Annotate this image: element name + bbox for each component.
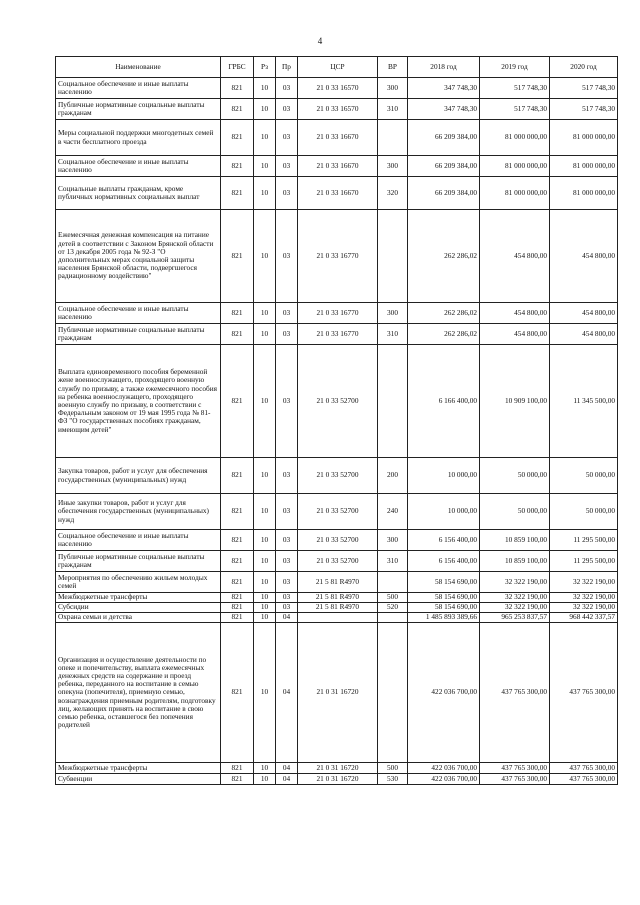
row-2019: 10 859 100,00 — [480, 551, 550, 572]
row-vr: 300 — [378, 530, 408, 551]
row-grbs: 821 — [221, 774, 254, 785]
table-row — [56, 613, 618, 623]
row-pr: 03 — [276, 494, 298, 530]
row-pr: 03 — [276, 120, 298, 156]
row-vr: 310 — [378, 324, 408, 345]
row-csr: 21 0 33 16770 — [298, 324, 378, 345]
row-rz: 10 — [254, 613, 276, 623]
table-row — [56, 303, 618, 324]
row-2020: 32 322 190,00 — [550, 593, 618, 603]
row-2018: 1 485 893 389,66 — [408, 613, 480, 623]
row-grbs: 821 — [221, 156, 254, 177]
row-2019: 81 000 000,00 — [480, 177, 550, 210]
row-rz: 10 — [254, 78, 276, 99]
row-name: Выплата единовременного пособия беременной жене военнослужащего, проходящего военную службу по призыву, а также ежемесячного пособия на ребенка военнослужащего, проходящего военную службу по призыву, в соответствии с Федеральным законом от 19 мая 1995 года № 81-ФЗ "О государственных пособиях гражданам, имеющим детей" — [56, 345, 221, 458]
table-row — [56, 623, 618, 763]
row-2019: 32 322 190,00 — [480, 603, 550, 613]
row-2020: 11 345 500,00 — [550, 345, 618, 458]
row-vr — [378, 120, 408, 156]
row-name: Социальные выплаты гражданам, кроме публичных нормативных социальных выплат — [56, 177, 221, 210]
row-2018: 262 286,02 — [408, 324, 480, 345]
row-csr: 21 0 33 16670 — [298, 156, 378, 177]
row-csr: 21 0 33 16770 — [298, 303, 378, 324]
header-grbs: ГРБС — [221, 57, 254, 78]
row-rz: 10 — [254, 120, 276, 156]
row-vr: 310 — [378, 551, 408, 572]
row-name: Закупка товаров, работ и услуг для обеспечения государственных (муниципальных) нужд — [56, 458, 221, 494]
header-name: Наименование — [56, 57, 221, 78]
row-rz: 10 — [254, 494, 276, 530]
table-body — [56, 78, 618, 785]
row-rz: 10 — [254, 572, 276, 593]
row-csr: 21 0 33 52700 — [298, 530, 378, 551]
table-row — [56, 78, 618, 99]
row-rz: 10 — [254, 603, 276, 613]
row-2020: 81 000 000,00 — [550, 120, 618, 156]
row-csr: 21 5 81 R4970 — [298, 603, 378, 613]
page-number: 4 — [317, 36, 323, 46]
row-2018: 347 748,30 — [408, 99, 480, 120]
row-rz: 10 — [254, 156, 276, 177]
row-pr: 03 — [276, 324, 298, 345]
table-row — [56, 99, 618, 120]
table-row — [56, 530, 618, 551]
row-vr — [378, 210, 408, 303]
row-grbs: 821 — [221, 530, 254, 551]
row-2018: 66 209 384,00 — [408, 177, 480, 210]
header-csr: ЦСР — [298, 57, 378, 78]
row-2018: 6 166 400,00 — [408, 345, 480, 458]
row-rz: 10 — [254, 623, 276, 763]
row-csr: 21 0 33 52700 — [298, 345, 378, 458]
table-row — [56, 774, 618, 785]
row-name: Межбюджетные трансферты — [56, 763, 221, 774]
table-row — [56, 324, 618, 345]
table-row — [56, 210, 618, 303]
row-vr: 530 — [378, 774, 408, 785]
row-vr: 310 — [378, 99, 408, 120]
row-grbs: 821 — [221, 593, 254, 603]
row-2019: 517 748,30 — [480, 78, 550, 99]
row-2019: 454 800,00 — [480, 324, 550, 345]
row-vr — [378, 572, 408, 593]
row-csr: 21 0 33 16770 — [298, 210, 378, 303]
table-row — [56, 120, 618, 156]
row-name: Социальное обеспечение и иные выплаты населению — [56, 156, 221, 177]
row-2018: 422 036 700,00 — [408, 774, 480, 785]
header-pr: Пр — [276, 57, 298, 78]
row-2019: 437 765 300,00 — [480, 623, 550, 763]
header-vr: ВР — [378, 57, 408, 78]
row-grbs: 821 — [221, 572, 254, 593]
table-row — [56, 572, 618, 593]
row-pr: 04 — [276, 763, 298, 774]
row-pr: 03 — [276, 603, 298, 613]
row-csr: 21 0 33 16570 — [298, 99, 378, 120]
row-name: Публичные нормативные социальные выплаты гражданам — [56, 324, 221, 345]
row-pr: 03 — [276, 99, 298, 120]
row-2019: 454 800,00 — [480, 303, 550, 324]
row-csr: 21 5 81 R4970 — [298, 572, 378, 593]
row-rz: 10 — [254, 99, 276, 120]
row-2020: 50 000,00 — [550, 458, 618, 494]
row-rz: 10 — [254, 345, 276, 458]
row-2019: 10 859 100,00 — [480, 530, 550, 551]
row-2020: 11 295 500,00 — [550, 530, 618, 551]
row-pr: 04 — [276, 613, 298, 623]
row-vr — [378, 345, 408, 458]
row-vr: 320 — [378, 177, 408, 210]
row-pr: 03 — [276, 530, 298, 551]
row-rz: 10 — [254, 551, 276, 572]
row-grbs: 821 — [221, 177, 254, 210]
row-name: Социальное обеспечение и иные выплаты населению — [56, 303, 221, 324]
table-row — [56, 458, 618, 494]
row-2018: 262 286,02 — [408, 303, 480, 324]
row-2019: 965 253 837,57 — [480, 613, 550, 623]
row-grbs: 821 — [221, 551, 254, 572]
row-csr: 21 0 33 52700 — [298, 494, 378, 530]
row-name: Публичные нормативные социальные выплаты гражданам — [56, 99, 221, 120]
table-header-row — [56, 57, 618, 78]
row-csr — [298, 613, 378, 623]
row-2019: 10 909 100,00 — [480, 345, 550, 458]
row-name: Организация и осуществление деятельности по опеке и попечительству, выплата ежемесячных денежных средств на содержание и проезд ребенка, переданного на воспитание в семью опекуна (попечителя), приемную семью, вознаграждения приемным родителям, подготовку лиц, желающих принять на воспитание в свою семью ребенка, оставшегося без попечения родителей — [56, 623, 221, 763]
row-vr: 520 — [378, 603, 408, 613]
row-2020: 454 800,00 — [550, 324, 618, 345]
row-2019: 50 000,00 — [480, 494, 550, 530]
row-name: Публичные нормативные социальные выплаты гражданам — [56, 551, 221, 572]
row-2019: 81 000 000,00 — [480, 120, 550, 156]
row-name: Меры социальной поддержки многодетных семей в части бесплатного проезда — [56, 120, 221, 156]
row-grbs: 821 — [221, 623, 254, 763]
row-2018: 66 209 384,00 — [408, 120, 480, 156]
row-2018: 262 286,02 — [408, 210, 480, 303]
row-rz: 10 — [254, 763, 276, 774]
row-grbs: 821 — [221, 345, 254, 458]
row-grbs: 821 — [221, 603, 254, 613]
row-name: Субсидии — [56, 603, 221, 613]
row-pr: 03 — [276, 156, 298, 177]
header-rz: Рз — [254, 57, 276, 78]
row-2020: 50 000,00 — [550, 494, 618, 530]
row-2018: 58 154 690,00 — [408, 603, 480, 613]
row-pr: 03 — [276, 177, 298, 210]
row-2020: 81 000 000,00 — [550, 156, 618, 177]
row-grbs: 821 — [221, 120, 254, 156]
row-name: Субвенции — [56, 774, 221, 785]
row-2018: 6 156 400,00 — [408, 551, 480, 572]
row-csr: 21 5 81 R4970 — [298, 593, 378, 603]
row-grbs: 821 — [221, 99, 254, 120]
row-pr: 03 — [276, 458, 298, 494]
row-2018: 58 154 690,00 — [408, 572, 480, 593]
row-vr: 240 — [378, 494, 408, 530]
row-grbs: 821 — [221, 494, 254, 530]
row-rz: 10 — [254, 177, 276, 210]
row-rz: 10 — [254, 774, 276, 785]
header-2019: 2019 год — [480, 57, 550, 78]
row-name: Иные закупки товаров, работ и услуг для обеспечения государственных (муниципальных) нужд — [56, 494, 221, 530]
row-csr: 21 0 33 52700 — [298, 458, 378, 494]
row-vr: 500 — [378, 763, 408, 774]
row-rz: 10 — [254, 530, 276, 551]
table-row — [56, 763, 618, 774]
row-pr: 03 — [276, 210, 298, 303]
row-2018: 10 000,00 — [408, 458, 480, 494]
row-csr: 21 0 33 52700 — [298, 551, 378, 572]
row-csr: 21 0 33 16570 — [298, 78, 378, 99]
table-row — [56, 156, 618, 177]
row-2019: 81 000 000,00 — [480, 156, 550, 177]
row-2020: 437 765 300,00 — [550, 763, 618, 774]
row-rz: 10 — [254, 593, 276, 603]
row-2019: 454 800,00 — [480, 210, 550, 303]
row-pr: 04 — [276, 774, 298, 785]
row-pr: 03 — [276, 303, 298, 324]
row-2019: 437 765 300,00 — [480, 763, 550, 774]
budget-table — [55, 56, 618, 785]
row-2019: 50 000,00 — [480, 458, 550, 494]
row-grbs: 821 — [221, 763, 254, 774]
row-csr: 21 0 31 16720 — [298, 774, 378, 785]
header-2020: 2020 год — [550, 57, 618, 78]
row-csr: 21 0 31 16720 — [298, 763, 378, 774]
row-2018: 422 036 700,00 — [408, 623, 480, 763]
row-2020: 454 800,00 — [550, 303, 618, 324]
row-2019: 32 322 190,00 — [480, 572, 550, 593]
row-grbs: 821 — [221, 613, 254, 623]
row-2018: 347 748,30 — [408, 78, 480, 99]
row-2018: 66 209 384,00 — [408, 156, 480, 177]
row-pr: 04 — [276, 623, 298, 763]
row-2018: 422 036 700,00 — [408, 763, 480, 774]
row-csr: 21 0 31 16720 — [298, 623, 378, 763]
table-row — [56, 177, 618, 210]
row-2020: 968 442 337,57 — [550, 613, 618, 623]
table-row — [56, 593, 618, 603]
row-pr: 03 — [276, 345, 298, 458]
row-grbs: 821 — [221, 303, 254, 324]
row-pr: 03 — [276, 572, 298, 593]
row-2020: 81 000 000,00 — [550, 177, 618, 210]
table-row — [56, 494, 618, 530]
row-vr: 300 — [378, 78, 408, 99]
row-2019: 32 322 190,00 — [480, 593, 550, 603]
row-pr: 03 — [276, 551, 298, 572]
row-rz: 10 — [254, 303, 276, 324]
row-2018: 6 156 400,00 — [408, 530, 480, 551]
row-2020: 11 295 500,00 — [550, 551, 618, 572]
row-grbs: 821 — [221, 78, 254, 99]
row-pr: 03 — [276, 593, 298, 603]
row-vr — [378, 613, 408, 623]
row-2018: 10 000,00 — [408, 494, 480, 530]
row-csr: 21 0 33 16670 — [298, 177, 378, 210]
row-vr: 300 — [378, 303, 408, 324]
row-name: Межбюджетные трансферты — [56, 593, 221, 603]
row-2020: 437 765 300,00 — [550, 623, 618, 763]
row-name: Ежемесячная денежная компенсация на питание детей в соответствии с Законом Брянской области от 13 декабря 2005 года № 92-З "О дополнительных мерах социальной защиты населения Брянской области, подвергшегося радиационному воздействию" — [56, 210, 221, 303]
row-2020: 517 748,30 — [550, 99, 618, 120]
row-2018: 58 154 690,00 — [408, 593, 480, 603]
row-vr: 200 — [378, 458, 408, 494]
row-pr: 03 — [276, 78, 298, 99]
row-2020: 454 800,00 — [550, 210, 618, 303]
row-vr — [378, 623, 408, 763]
row-2019: 517 748,30 — [480, 99, 550, 120]
row-2020: 32 322 190,00 — [550, 572, 618, 593]
row-name: Социальное обеспечение и иные выплаты населению — [56, 530, 221, 551]
row-rz: 10 — [254, 324, 276, 345]
row-rz: 10 — [254, 458, 276, 494]
header-2018: 2018 год — [408, 57, 480, 78]
row-name: Охрана семьи и детства — [56, 613, 221, 623]
row-2020: 32 322 190,00 — [550, 603, 618, 613]
row-name: Социальное обеспечение и иные выплаты населению — [56, 78, 221, 99]
row-vr: 500 — [378, 593, 408, 603]
row-name: Мероприятия по обеспечению жильем молодых семей — [56, 572, 221, 593]
row-rz: 10 — [254, 210, 276, 303]
row-grbs: 821 — [221, 458, 254, 494]
row-csr: 21 0 33 16670 — [298, 120, 378, 156]
row-grbs: 821 — [221, 210, 254, 303]
row-2020: 437 765 300,00 — [550, 774, 618, 785]
table-row — [56, 551, 618, 572]
table-row — [56, 345, 618, 458]
row-vr: 300 — [378, 156, 408, 177]
table-row — [56, 603, 618, 613]
row-2020: 517 748,30 — [550, 78, 618, 99]
row-2019: 437 765 300,00 — [480, 774, 550, 785]
row-grbs: 821 — [221, 324, 254, 345]
